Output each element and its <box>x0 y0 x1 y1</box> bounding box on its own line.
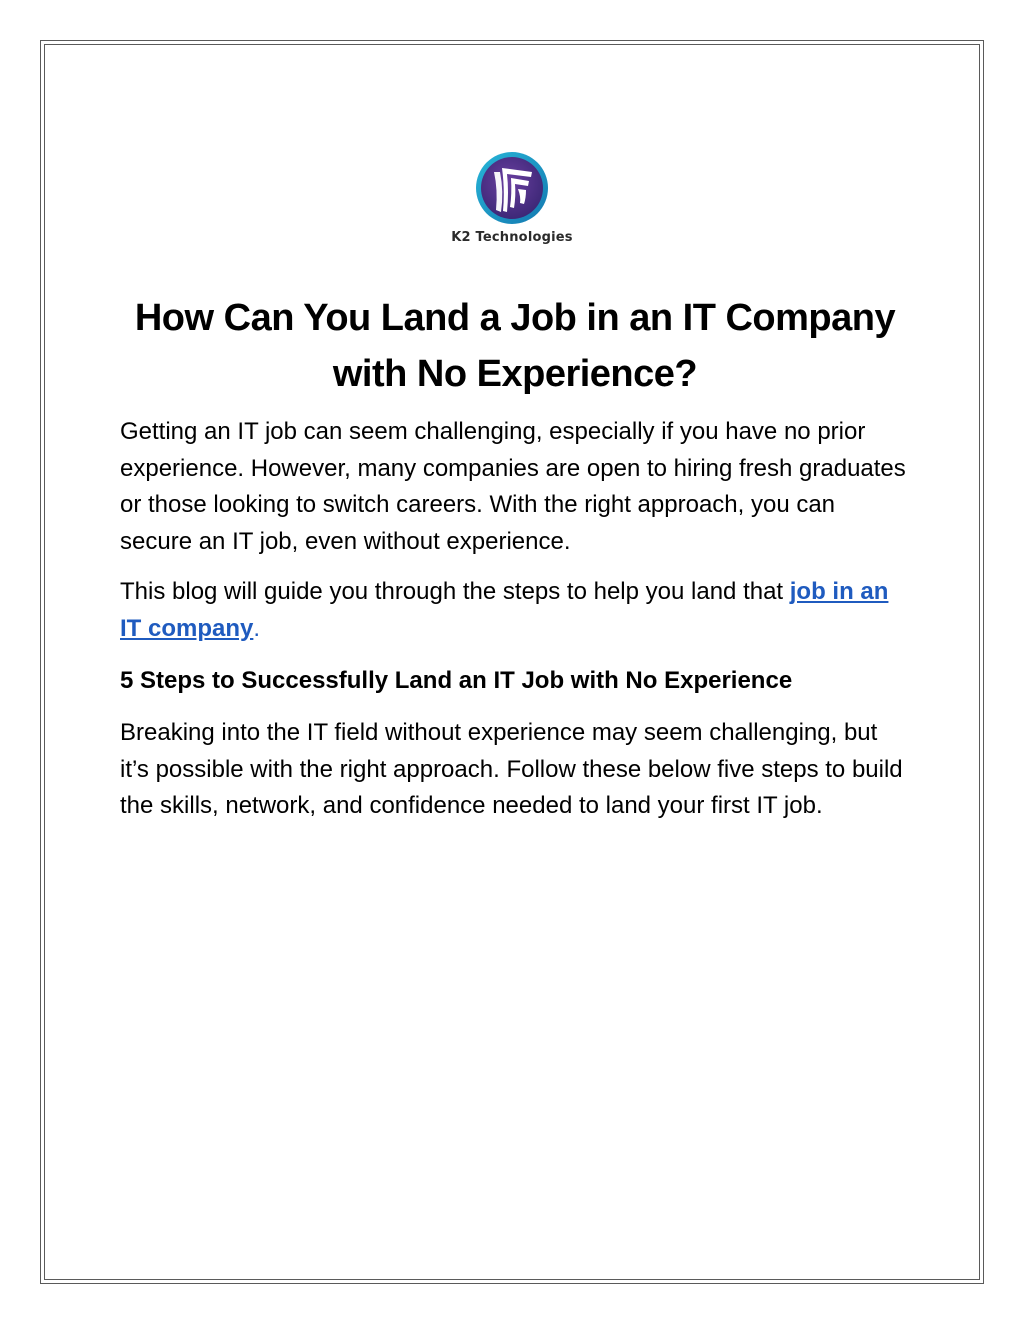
logo-company-name: K2 Technologies <box>451 230 573 245</box>
intro-paragraph: Getting an IT job can seem challenging, especially if you have no prior experience. However, many companies are open to hiring fresh graduates or those looking to switch careers. With the right approach, you can secure an IT job, even without experience. <box>120 418 906 555</box>
k2-logo-icon <box>474 150 550 226</box>
steps-intro-paragraph: Breaking into the IT field without experience may seem challenging, but it’s possible with the right approach. Follow these below five steps to build the skills, network, and confidence needed to land your first IT job. <box>120 719 903 819</box>
guide-paragraph-end: . <box>253 614 261 642</box>
company-logo <box>440 150 584 245</box>
guide-paragraph <box>120 574 910 647</box>
steps-subheading: 5 Steps to Successfully Land an IT Job with No Experience <box>120 667 793 694</box>
job-in-it-company-link[interactable]: job in an IT company <box>120 578 889 642</box>
article-content <box>120 290 910 825</box>
article-title: How Can You Land a Job in an IT Company with No Experience? <box>134 297 896 395</box>
guide-paragraph-text: This blog will guide you through the steps to help you land that <box>120 578 790 605</box>
